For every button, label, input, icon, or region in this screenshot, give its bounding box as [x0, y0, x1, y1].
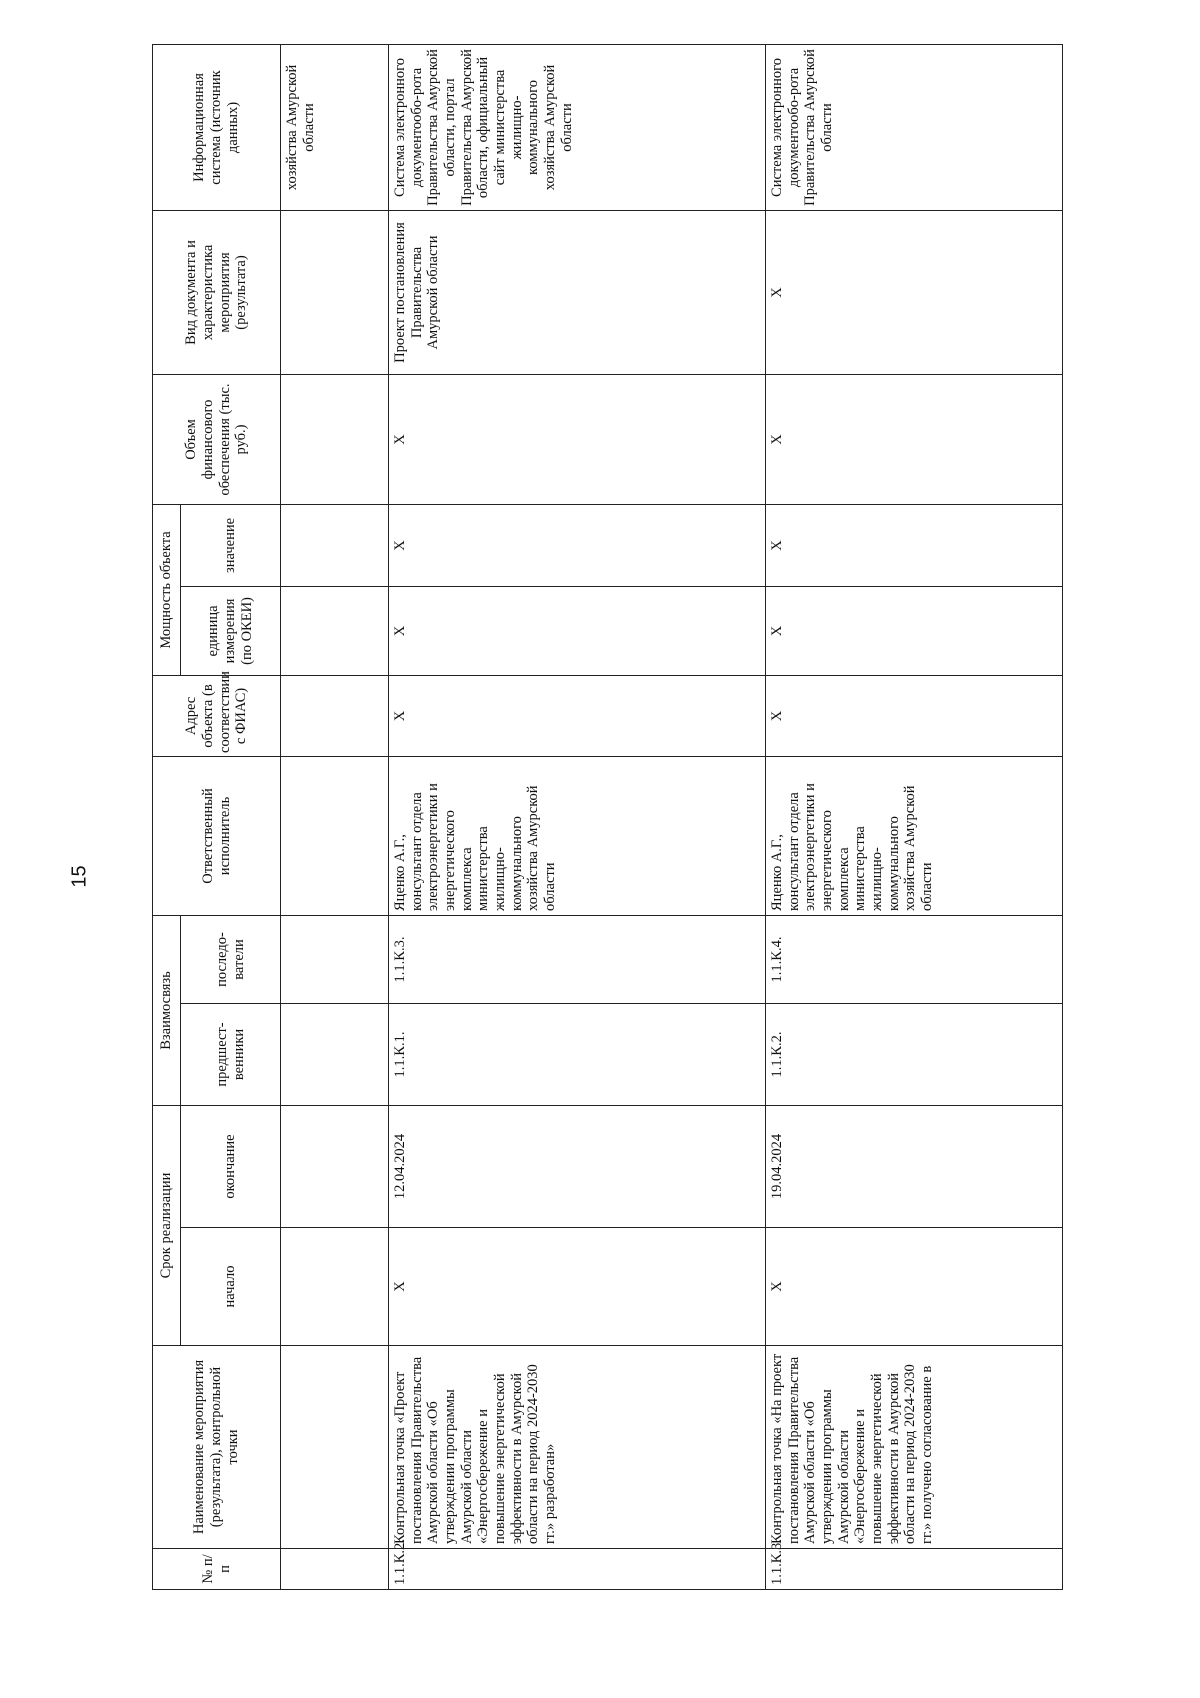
cell-num: 1.1.К.2.	[389, 1549, 766, 1590]
rotated-table-wrapper	[152, 45, 1062, 1590]
cell-value: X	[389, 504, 766, 586]
cell-responsible: Яценко А.Г., консультант отдела электроэнергетики и энергетического комплекса министерства жилищно-коммунального хозяйства Амурской области	[766, 756, 1063, 915]
cell-address: X	[766, 675, 1063, 756]
header-capacity-unit: единица измерения (по ОКЕИ)	[181, 586, 281, 675]
header-capacity: Мощность объекта	[153, 504, 181, 675]
header-link-pred: предшест-венники	[181, 1004, 281, 1106]
header-link-succ: последо-ватели	[181, 915, 281, 1003]
header-capacity-value: значение	[181, 504, 281, 586]
cell-end: 12.04.2024	[389, 1106, 766, 1228]
cell-end: 19.04.2024	[766, 1106, 1063, 1228]
cell-succ: 1.1.К.3.	[389, 915, 766, 1003]
cell-start: X	[389, 1228, 766, 1346]
header-term: Срок реализации	[153, 1106, 181, 1346]
cell-num: 1.1.К.3.	[766, 1549, 1063, 1590]
page-number: 15	[68, 865, 91, 888]
cell-start: X	[766, 1228, 1063, 1346]
cell-info-system: Система электронного документообо-рота Правительства Амурской области	[766, 44, 1063, 210]
cell-pred: 1.1.К.1.	[389, 1004, 766, 1106]
cell-empty	[281, 915, 389, 1003]
header-term-end: окончание	[181, 1106, 281, 1228]
cell-empty	[281, 756, 389, 915]
cell-value: X	[766, 504, 1063, 586]
header-address: Адрес объекта (в соответствии с ФИАС)	[153, 675, 281, 756]
table-row-continuation	[281, 44, 389, 1589]
cell-info-system: хозяйства Амурской области	[281, 44, 389, 210]
cell-responsible: Яценко А.Г., консультант отдела электроэнергетики и энергетического комплекса министерства жилищно-коммунального хозяйства Амурской области	[389, 756, 766, 915]
header-finance: Объем финансового обеспечения (тыс. руб.)	[153, 374, 281, 504]
cell-empty	[281, 210, 389, 374]
cell-empty	[281, 586, 389, 675]
cell-finance: X	[389, 374, 766, 504]
cell-doc-type: Проект постановления Правительства Амурской области	[389, 210, 766, 374]
cell-name: Контрольная точка «Проект постановления Правительства Амурской области «Об утверждении программы Амурской области «Энергосбережение и повышение энергетической эффективности в Амурской области на период 2024-2030 гг.» разработан»	[389, 1346, 766, 1549]
header-responsible: Ответственный исполнитель	[153, 756, 281, 915]
cell-empty	[281, 1228, 389, 1346]
header-name: Наименование мероприятия (результата), контрольной точки	[153, 1346, 281, 1549]
table-row	[389, 44, 766, 1589]
cell-unit: X	[766, 586, 1063, 675]
header-link: Взаимосвязь	[153, 915, 181, 1105]
cell-unit: X	[389, 586, 766, 675]
table-row	[766, 44, 1063, 1589]
cell-address: X	[389, 675, 766, 756]
events-table	[152, 44, 1063, 1590]
cell-empty	[281, 504, 389, 586]
header-info-system: Информационная система (источник данных)	[153, 44, 281, 210]
cell-doc-type: X	[766, 210, 1063, 374]
header-term-start: начало	[181, 1228, 281, 1346]
cell-empty	[281, 675, 389, 756]
cell-empty	[281, 1549, 389, 1590]
cell-succ: 1.1.К.4.	[766, 915, 1063, 1003]
cell-finance: X	[766, 374, 1063, 504]
cell-name: Контрольная точка «На проект постановления Правительства Амурской области «Об утверждении программы Амурской области «Энергосбережение и повышение энергетической эффективности в Амурской области на период 2024-2030 гг.» получено согласование в	[766, 1346, 1063, 1549]
cell-pred: 1.1.К.2.	[766, 1004, 1063, 1106]
cell-empty	[281, 1346, 389, 1549]
cell-info-system: Система электронного документообо-рота Правительства Амурской области, портал Правительства Амурской области, официальный сайт министерства жилищно-коммунального хозяйства Амурской области	[389, 44, 766, 210]
cell-empty	[281, 374, 389, 504]
cell-empty	[281, 1106, 389, 1228]
header-doc-type: Вид документа и характеристика мероприятия (результата)	[153, 210, 281, 374]
header-num: № п/п	[153, 1549, 281, 1590]
cell-empty	[281, 1004, 389, 1106]
